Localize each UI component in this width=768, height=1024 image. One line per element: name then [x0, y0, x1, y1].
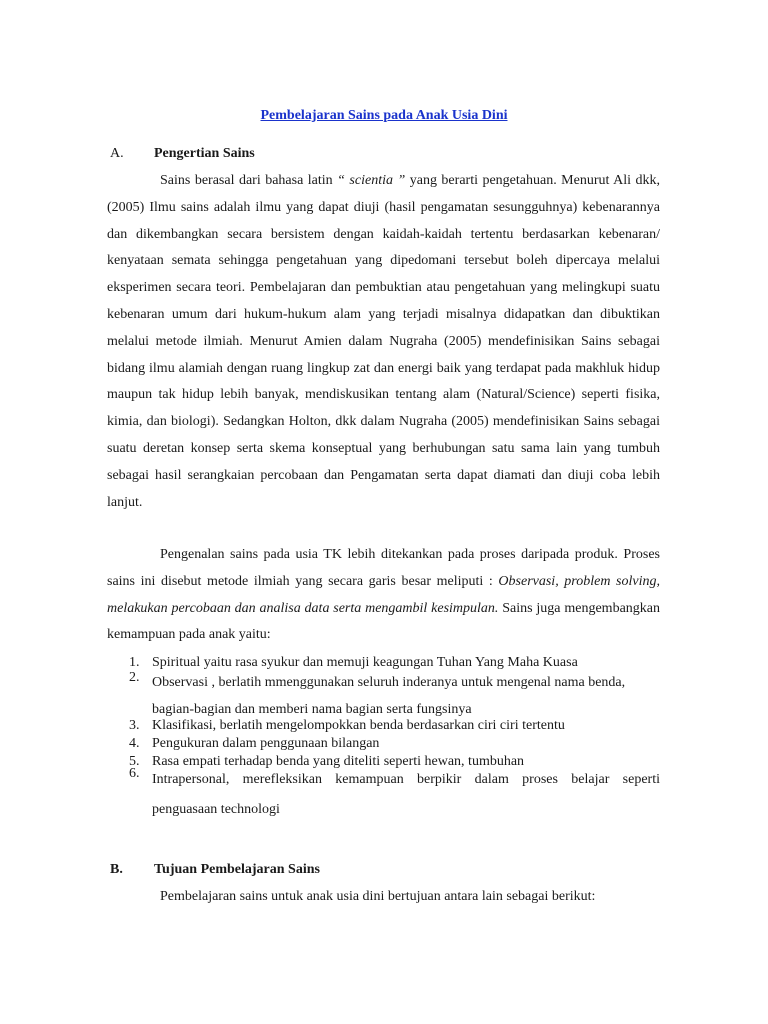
- list-text: Rasa empati terhadap benda yang diteliti seperti hewan, tumbuhan: [152, 754, 525, 769]
- list-text: Observasi , berlatih mmenggunakan seluruh inderanya untuk mengenal nama benda, bagian-bagian dan memberi nama bagian serta fungsinya: [152, 675, 626, 717]
- list-text: Intrapersonal, merefleksikan kemampuan berpikir dalam proses belajar seperti penguasaan technologi: [152, 772, 660, 817]
- para2-italic: Observasi, problem solving, melakukan percobaan dan analisa data serta mengambil kesimpulan.: [107, 573, 661, 616]
- document-title[interactable]: Pembelajaran Sains pada Anak Usia Dini: [260, 108, 508, 123]
- section-b-para-text: Pembelajaran sains untuk anak usia dini bertujuan antara lain sebagai berikut:: [160, 889, 596, 904]
- list-item: [107, 718, 660, 736]
- list-number: 2.: [129, 670, 140, 685]
- section-b-letter: B.: [110, 862, 123, 877]
- list-text: Pengukuran dalam penggunaan bilangan: [152, 736, 380, 751]
- list-number: 4.: [129, 736, 140, 751]
- list-text: Spiritual yaitu rasa syukur dan memuji keagungan Tuhan Yang Maha Kuasa: [152, 655, 578, 670]
- para2-pre: Pengenalan sains pada usia TK lebih ditekankan pada proses daripada produk. Proses sains ini disebut metode ilmiah yang secara garis besar meliputi :: [107, 547, 660, 589]
- ability-list: [107, 655, 660, 821]
- section-b-paragraph-1: [107, 884, 660, 911]
- section-b-heading: [110, 862, 320, 878]
- section-a-letter: A.: [110, 146, 124, 161]
- section-b-title: Tujuan Pembelajaran Sains: [154, 862, 320, 877]
- list-number: 6.: [129, 766, 140, 781]
- para2-post: Sains juga mengembangkan kemampuan pada anak yaitu:: [107, 600, 660, 643]
- list-item: [107, 736, 660, 754]
- section-a-title: Pengertian Sains: [154, 146, 255, 161]
- section-a-paragraph-2: [107, 542, 660, 649]
- list-text: Klasifikasi, berlatih mengelompokkan benda berdasarkan ciri ciri tertentu: [152, 718, 565, 733]
- list-number: 3.: [129, 718, 140, 733]
- section-a-heading: [110, 146, 255, 162]
- list-number: 1.: [129, 655, 140, 670]
- list-number: 5.: [129, 754, 140, 769]
- para1-post: yang berarti pengetahuan. Menurut Ali dkk, (2005) Ilmu sains adalah ilmu yang dapat diuji (hasil pengamatan sesungguhnya) kebenarannya dan dikembangkan secara bersistem dengan kaidah-kaidah tertentu berdasarkan kebenaran/ kenyataan semata sehingga pengetahuan yang dipedomani tersebut boleh dipercaya melalui eksperimen secara teori. Pembelajaran dan pembuktian atau pengetahuan yang melingkupi suatu kebenaran umum dari hukum-hukum alam yang terjadi misalnya didapatkan dan dibuktikan melalui metode ilmiah. Menurut Amien dalam Nugraha (2005) mendefinisikan Sains sebagai bidang ilmu alamiah dengan ruang lingkup zat dan energi baik yang terdapat pada makhluk hidup maupun tak hidup lebih banyak, mendiskusikan tentang alam (Natural/Science) seperti fisika, kimia, dan biologi). Sedangkan Holton, dkk dalam Nugraha (2005) mendefinisikan Sains sebagai suatu deretan konsep serta skema konseptual yang berhubungan satu sama lain yang tumbuh sebagai hasil serangkaian percobaan dan Pengamatan serta dapat diamati dan diuji coba lebih lanjut.: [107, 173, 660, 510]
- section-a-paragraph-1: [107, 168, 660, 516]
- list-item: [107, 765, 660, 821]
- list-item: [107, 669, 660, 718]
- para1-pre: Sains berasal dari bahasa latin: [160, 173, 338, 188]
- scientia-term: “ scientia ”: [337, 173, 406, 188]
